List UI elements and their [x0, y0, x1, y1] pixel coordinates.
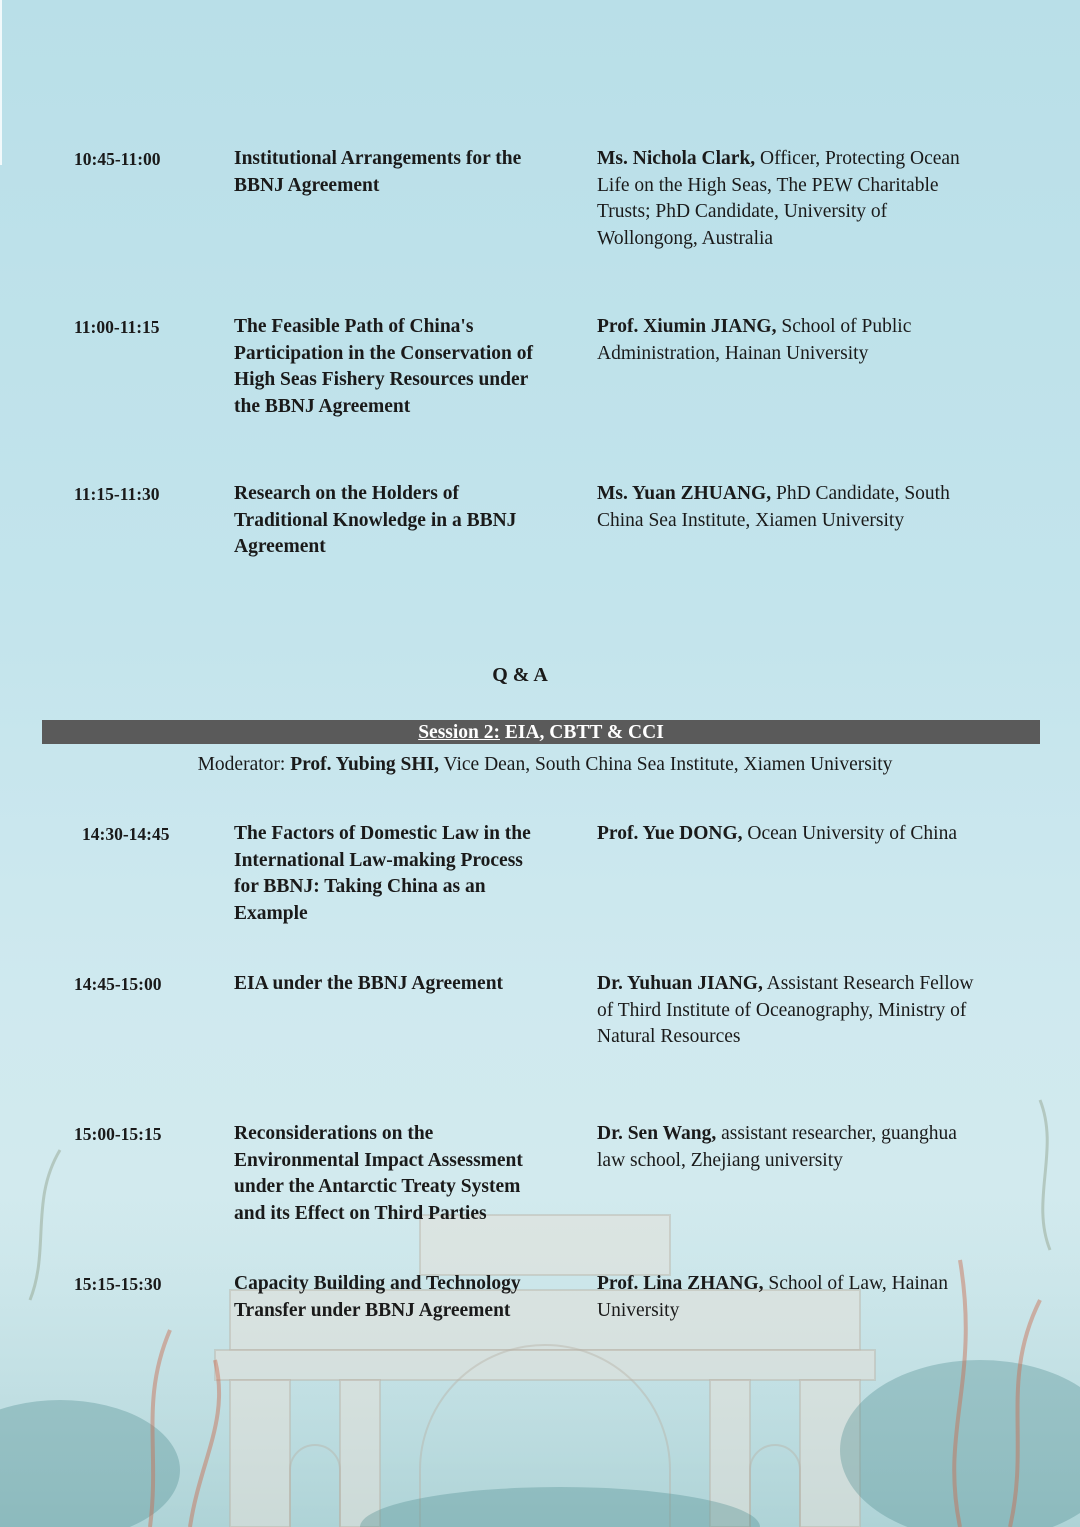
talk-title: Capacity Building and Technology Transfer under BBNJ Agreement	[234, 1273, 521, 1321]
talk-speaker	[597, 314, 982, 367]
speaker-name: Ms. Nichola Clark,	[597, 148, 756, 169]
moderator-affiliation: Vice Dean, South China Sea Institute, Xiamen University	[439, 754, 893, 775]
talk-time: 14:45-15:00	[74, 974, 162, 994]
talk-speaker	[597, 1121, 982, 1174]
talk-title: Institutional Arrangements for the BBNJ Agreement	[234, 148, 522, 196]
talk-title: Research on the Holders of Traditional Knowledge in a BBNJ Agreement	[234, 483, 517, 557]
talk-time: 11:15-11:30	[74, 484, 160, 504]
left-edge-line	[0, 0, 2, 165]
talk-speaker	[597, 1271, 982, 1324]
moderator-label: Moderator:	[197, 754, 291, 775]
talk-time: 10:45-11:00	[74, 149, 161, 169]
speaker-affiliation: School of Public Administration, Hainan University	[597, 316, 912, 364]
speaker-affiliation: School of Law, Hainan University	[597, 1273, 948, 1321]
speaker-name: Prof. Xiumin JIANG,	[597, 316, 777, 337]
talk-speaker	[597, 146, 982, 252]
talk-title: Reconsiderations on the Environmental Impact Assessment under the Antarctic Treaty System and its Effect on Third Parties	[234, 1123, 523, 1224]
session-header-prefix: Session 2:	[418, 722, 500, 743]
talk-speaker	[597, 481, 982, 534]
speaker-name: Prof. Yue DONG,	[597, 823, 743, 844]
session-header-bar	[42, 720, 1040, 744]
talk-speaker	[597, 971, 982, 1051]
session-moderator	[180, 752, 910, 779]
qa-heading: Q & A	[492, 664, 548, 686]
speaker-name: Dr. Yuhuan JIANG,	[597, 973, 763, 994]
talk-title: The Feasible Path of China's Participation in the Conservation of High Seas Fishery Resources under the BBNJ Agreement	[234, 316, 533, 417]
talk-time: 14:30-14:45	[82, 824, 170, 844]
speaker-affiliation: Ocean University of China	[742, 823, 957, 844]
talk-time: 11:00-11:15	[74, 317, 160, 337]
talk-speaker	[597, 821, 982, 848]
speaker-affiliation: Officer, Protecting Ocean Life on the High Seas, The PEW Charitable Trusts; PhD Candidate, University of Wollongong, Australia	[597, 148, 960, 249]
moderator-name: Prof. Yubing SHI,	[290, 754, 440, 775]
talk-time: 15:15-15:30	[74, 1274, 162, 1294]
speaker-affiliation: assistant researcher, guanghua law school, Zhejiang university	[597, 1123, 957, 1171]
talk-time: 15:00-15:15	[74, 1124, 162, 1144]
speaker-affiliation: Assistant Research Fellow of Third Institute of Oceanography, Ministry of Natural Resources	[597, 973, 974, 1047]
talk-title: The Factors of Domestic Law in the International Law-making Process for BBNJ: Taking China as an Example	[234, 823, 531, 924]
talk-title: EIA under the BBNJ Agreement	[234, 973, 504, 994]
speaker-name: Dr. Sen Wang,	[597, 1123, 717, 1144]
speaker-name: Prof. Lina ZHANG,	[597, 1273, 764, 1294]
speaker-name: Ms. Yuan ZHUANG,	[597, 483, 772, 504]
speaker-affiliation: PhD Candidate, South China Sea Institute, Xiamen University	[597, 483, 950, 531]
session-header-topic: EIA, CBTT & CCI	[500, 722, 664, 743]
